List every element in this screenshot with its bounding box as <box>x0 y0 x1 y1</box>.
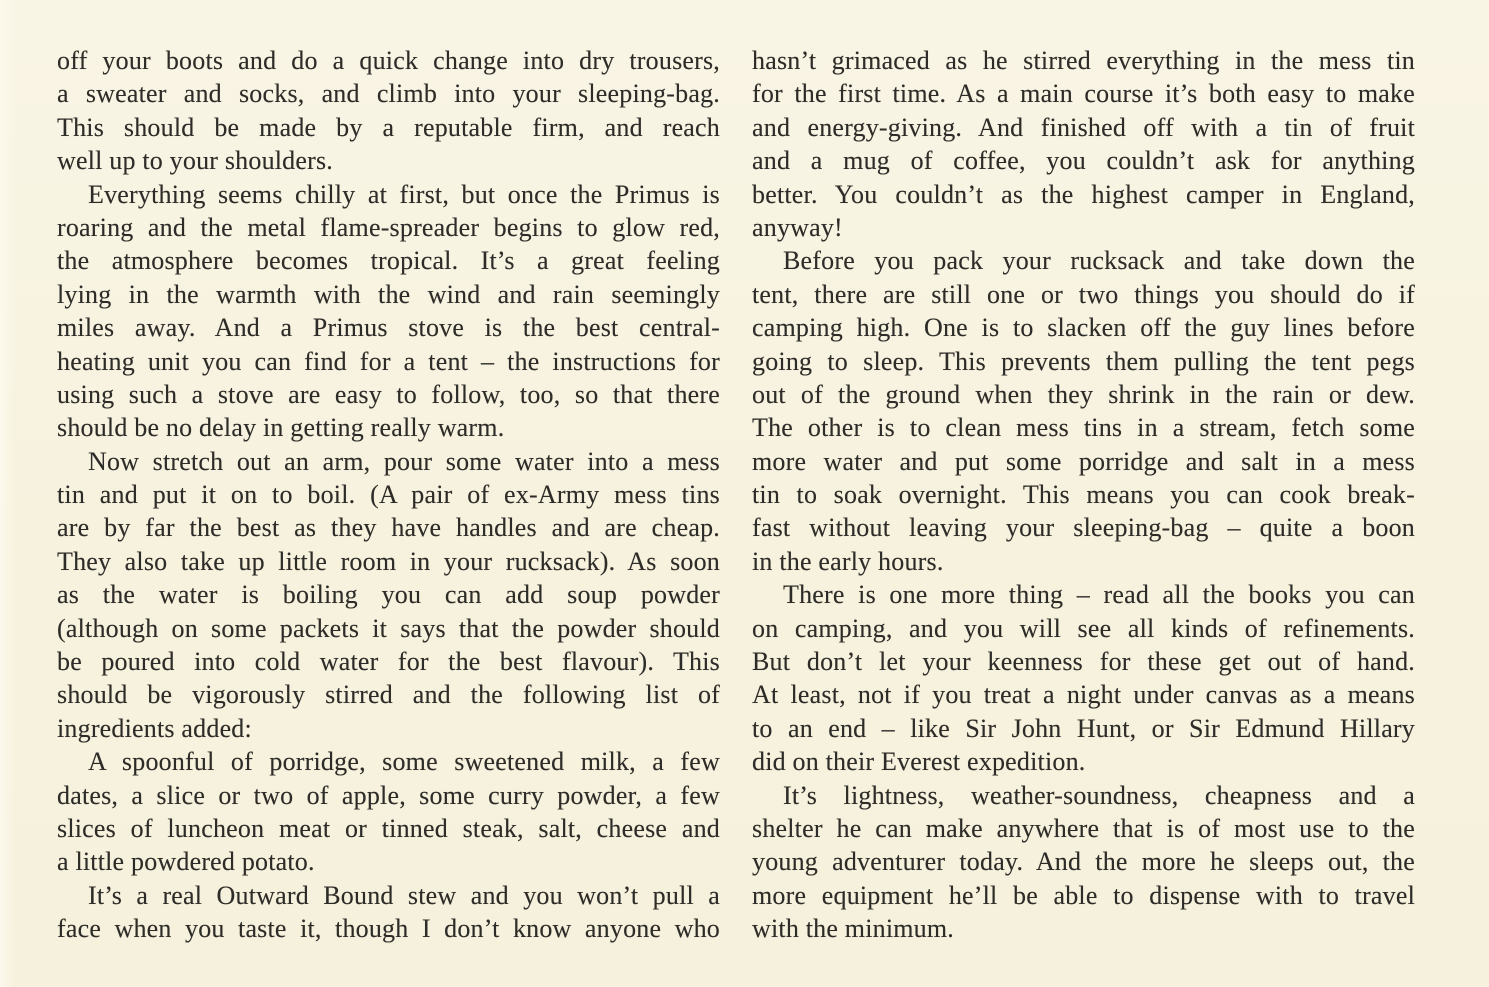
text-line: tin and put it on to boil. (A pair of ex-Army mess tins <box>57 480 720 510</box>
text-line: They also take up little room in your rucksack). As soon <box>57 546 720 576</box>
paragraph <box>752 779 1415 946</box>
text-line: more water and put some porridge and salt in a mess <box>752 446 1415 476</box>
paragraph <box>752 578 1415 778</box>
paragraph <box>752 244 1415 578</box>
text-line: off your boots and do a quick change into dry trousers, <box>57 46 720 75</box>
text-line: shelter he can make anywhere that is of most use to the <box>752 813 1415 843</box>
paragraph <box>57 178 720 445</box>
text-line: (although on some packets it says that the powder should <box>57 613 720 643</box>
paragraph <box>57 445 720 746</box>
text-line: the atmosphere becomes tropical. It’s a great feeling <box>57 246 720 276</box>
text-line: Now stretch out an arm, pour some water into a mess <box>88 446 720 476</box>
text-line: camping high. One is to slacken off the guy lines before <box>752 313 1415 343</box>
right-column <box>752 44 1415 946</box>
text-line: out of the ground when they shrink in the rain or dew. <box>752 379 1415 409</box>
text-line: Before you pack your rucksack and take down the <box>783 246 1415 276</box>
text-line: There is one more thing – read all the books you can <box>783 580 1415 610</box>
text-line: roaring and the metal flame-spreader begins to glow red, <box>57 212 720 242</box>
text-line: tent, there are still one or two things you should do if <box>752 279 1415 309</box>
paragraph <box>57 879 720 946</box>
text-line: to an end – like Sir John Hunt, or Sir Edmund Hillary <box>752 713 1415 743</box>
text-line: anyway! <box>752 212 843 242</box>
text-line: on camping, and you will see all kinds of refinements. <box>752 613 1415 643</box>
text-line: slices of luncheon meat or tinned steak, salt, cheese and <box>57 813 720 843</box>
left-column <box>57 44 720 946</box>
paragraph <box>57 745 720 879</box>
text-line: But don’t let your keenness for these get out of hand. <box>752 647 1415 677</box>
text-line: and energy-giving. And finished off with a tin of fruit <box>752 112 1415 142</box>
text-line: A spoonful of porridge, some sweetened milk, a few <box>88 747 720 777</box>
text-line: young adventurer today. And the more he sleeps out, the <box>752 847 1415 877</box>
text-line: heating unit you can find for a tent – the instructions for <box>57 346 720 376</box>
text-line: a sweater and socks, and climb into your sleeping-bag. <box>57 79 720 109</box>
text-line: better. You couldn’t as the highest camper in England, <box>752 179 1415 209</box>
text-line: It’s a real Outward Bound stew and you won’t pull a <box>88 880 720 910</box>
text-line: with the minimum. <box>752 914 955 944</box>
text-line: for the first time. As a main course it’s both easy to make <box>752 79 1415 109</box>
text-line: should be no delay in getting really warm. <box>57 413 505 443</box>
text-line: tin to soak overnight. This means you can cook break- <box>752 480 1415 510</box>
text-line: going to sleep. This prevents them pulling the tent pegs <box>752 346 1415 376</box>
text-line: dates, a slice or two of apple, some curry powder, a few <box>57 780 720 810</box>
text-line: well up to your shoulders. <box>57 146 334 176</box>
text-line: more equipment he’ll be able to dispense with to travel <box>752 880 1415 910</box>
text-line: should be vigorously stirred and the following list of <box>57 680 720 710</box>
text-line: Everything seems chilly at first, but once the Primus is <box>88 179 720 209</box>
paragraph <box>57 44 720 178</box>
text-line: fast without leaving your sleeping-bag – quite a boon <box>752 513 1415 543</box>
text-line: a little powdered potato. <box>57 847 315 877</box>
text-line: miles away. And a Primus stove is the best central- <box>57 313 720 343</box>
text-line: lying in the warmth with the wind and rain seemingly <box>57 279 720 309</box>
text-line: face when you taste it, though I don’t know anyone who <box>57 914 720 944</box>
text-line: using such a stove are easy to follow, too, so that there <box>57 379 720 409</box>
text-line: The other is to clean mess tins in a stream, fetch some <box>752 413 1415 443</box>
paragraph <box>752 44 1415 244</box>
text-line: At least, not if you treat a night under canvas as a means <box>752 680 1415 710</box>
text-line: and a mug of coffee, you couldn’t ask for anything <box>752 146 1415 176</box>
text-line: This should be made by a reputable firm, and reach <box>57 112 720 142</box>
text-line: ingredients added: <box>57 713 252 743</box>
text-line: hasn’t grimaced as he stirred everything in the mess tin <box>752 46 1415 75</box>
text-line: be poured into cold water for the best flavour). This <box>57 647 720 677</box>
text-line: It’s lightness, weather-soundness, cheapness and a <box>783 780 1415 810</box>
text-line: in the early hours. <box>752 546 944 576</box>
text-line: are by far the best as they have handles and are cheap. <box>57 513 720 543</box>
text-line: did on their Everest expedition. <box>752 747 1086 777</box>
text-line: as the water is boiling you can add soup powder <box>57 580 720 610</box>
